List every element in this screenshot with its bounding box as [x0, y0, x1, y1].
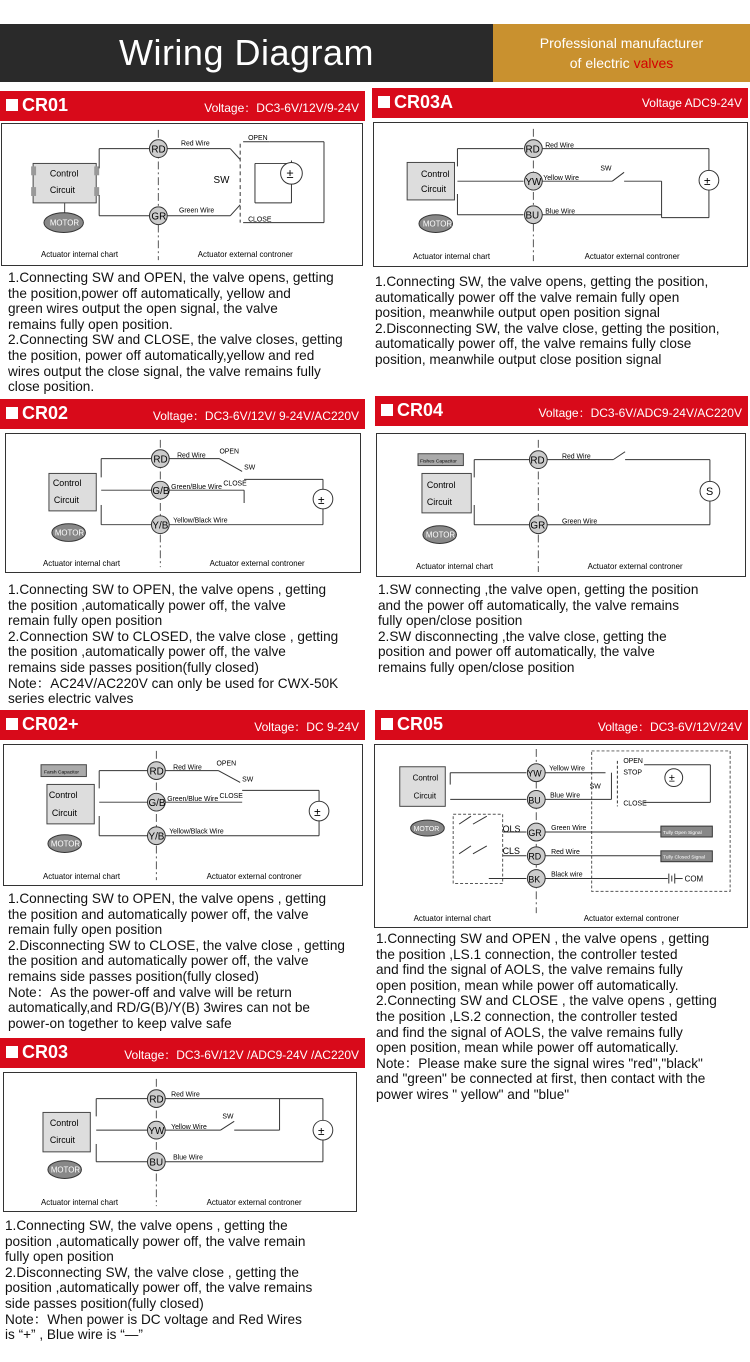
cr04-band [375, 396, 748, 426]
cr02p-line: 1.Connecting SW to OPEN, the valve opens , getting [8, 891, 327, 906]
cr03a-line: position, meanwhile output open position signal [375, 305, 660, 321]
cr02p-line: remain fully open position [8, 922, 163, 938]
cr02p-description [8, 891, 345, 1031]
cr04-line: and the power off automatically, the valve remains [378, 597, 679, 613]
cr04-green-wire-label: Green Wire [561, 518, 598, 526]
cr03a-voltage: Voltage ADC9-24V [641, 96, 742, 110]
cr05-green-wire-label: Green Wire [551, 825, 587, 833]
cr03-note: Note：When power is DC voltage and Red Wires [5, 1311, 302, 1327]
cr02p-motor-label: MOTOR [50, 839, 81, 849]
cr02-note: Note：AC24V/AC220V can only be used for CWX-50K [8, 675, 339, 691]
cr02-greenblue-wire-label: Green/Blue Wire [171, 484, 222, 492]
cr02p-voltage: Voltage：DC 9-24V [254, 720, 359, 734]
tagline-line-1: Professional manufacturer [539, 35, 704, 51]
cr05-open-label: OPEN [623, 757, 643, 765]
page-header [0, 24, 750, 82]
cr01-line: the position,power off automatically, yellow and [8, 285, 291, 301]
cr05-control-label: Control [412, 773, 439, 783]
cr03-sw-label: SW [222, 1113, 234, 1121]
cr03a-name: CR03A [394, 92, 454, 112]
cr05-line: the position ,LS.2 connection, the controller tested [376, 1008, 678, 1024]
cr01-line: wires output the close signal, the valve remains fully [8, 363, 321, 379]
cr02-line: the position ,automatically power off, the valve [8, 597, 286, 613]
cr01-control-label: Control [49, 168, 79, 179]
cr03-band [0, 1038, 365, 1068]
cr03-line: 1.Connecting SW, the valve opens , getting the [5, 1218, 288, 1233]
cr03a-title [378, 92, 453, 113]
cr02p-line: the position and automatically power off, the valve [8, 906, 309, 922]
cr01-open-label: OPEN [248, 134, 268, 142]
cr02p-note: automatically,and RD/G(B)/Y(B) 3wires can not be [8, 1000, 310, 1016]
cr03a-yellow-wire-label: Yellow Wire [543, 175, 579, 183]
cr02-red-wire-label: Red Wire [177, 452, 206, 460]
cr03a-circuit-label: Circuit [420, 184, 447, 195]
cr01-name: CR01 [22, 95, 69, 115]
cr05-red-wire-label: Red Wire [551, 848, 580, 856]
cr02p-band [0, 710, 365, 740]
cr03-diagram [3, 1072, 357, 1212]
cr02-internal-label: Actuator internal chart [43, 559, 121, 569]
cr02-title [6, 403, 68, 424]
cr03a-band [372, 88, 748, 118]
cr04-description [378, 582, 698, 676]
cr05-rd-label: RD [528, 851, 542, 862]
cr05-line: open position, mean while power off automatically. [376, 1040, 679, 1056]
cr03-line: position ,automatically power off, the valve remain [5, 1233, 306, 1249]
cr03-rd-label: RD [149, 1094, 164, 1106]
cr03a-control-label: Control [420, 169, 450, 180]
cr05-note: Note：Please make sure the signal wires "red","black" [376, 1055, 703, 1071]
cr02-note: series electric valves [8, 691, 134, 707]
cr05-line: 2.Connecting SW and CLOSE , the valve opens , getting [376, 993, 717, 1009]
cr05-bk-label: BK [528, 874, 541, 885]
cr03-line: 2.Disconnecting SW, the valve close , getting the [5, 1264, 299, 1280]
cr01-motor-label: MOTOR [49, 218, 80, 228]
cr04-external-label: Actuator external controner [587, 562, 683, 572]
cr03-line: position ,automatically power off, the valve remains [5, 1280, 313, 1296]
cr03-voltage: Voltage：DC3-6V/12V /ADC9-24V /AC220V [124, 1048, 359, 1062]
cr05-name: CR05 [397, 714, 444, 734]
cr05-internal-label: Actuator internal chart [413, 914, 491, 924]
cr04-power-symbol: S [705, 486, 714, 499]
cr02p-note: power-on together to keep valve safe [8, 1015, 232, 1031]
cr03-line: fully open position [5, 1249, 114, 1265]
cr02p-greenblue-wire-label: Green/Blue Wire [167, 796, 219, 804]
cr02-line: remains side passes position(fully closed) [8, 659, 259, 675]
cr05-ols-label: OLS [502, 824, 521, 835]
cr03a-internal-label: Actuator internal chart [413, 252, 491, 262]
cr02p-close-label: CLOSE [219, 793, 243, 801]
cr03a-motor-label: MOTOR [422, 219, 453, 229]
cr04-diagram [376, 433, 746, 577]
cr04-line: remains fully open/close position [378, 659, 575, 675]
cr01-red-wire-label: Red Wire [181, 140, 210, 148]
cr02-open-label: OPEN [219, 448, 239, 456]
tagline-prefix: of electric [569, 55, 634, 71]
cr05-note: power wires " yellow" and "blue" [376, 1086, 570, 1102]
cr04-name: CR04 [397, 400, 444, 420]
cr05-gr-label: GR [528, 828, 542, 838]
cr04-internal-label: Actuator internal chart [416, 562, 494, 572]
cr04-rd-label: RD [530, 455, 545, 467]
cr02p-capacitor-label: Farsh Capacitor [43, 770, 80, 776]
cr05-closed-signal-label: Tully Closed Signal [662, 855, 705, 861]
cr03a-line: 1.Connecting SW, the valve opens, getting the position, [375, 274, 709, 289]
cr04-gr-label: GR [530, 520, 546, 532]
cr02-yellowblack-wire-label: Yellow/Black Wire [173, 517, 228, 525]
cr05-controller-box [589, 751, 730, 891]
cr05-note: and "green" be connected at first, then contact with the [376, 1071, 706, 1087]
cr02p-title [6, 714, 79, 735]
cr02p-wiring-svg [4, 745, 362, 885]
cr02-motor-label: MOTOR [54, 528, 85, 538]
cr02p-circuit-label: Circuit [51, 807, 77, 818]
cr02p-internal-label: Actuator internal chart [42, 872, 121, 882]
cr03-red-wire-label: Red Wire [171, 1091, 200, 1099]
cr05-line: the position ,LS.1 connection, the controller tested [376, 946, 678, 962]
cr02p-rd-label: RD [149, 766, 164, 778]
cr01-rd-label: RD [151, 144, 166, 156]
cr02p-red-wire-label: Red Wire [173, 764, 202, 772]
cr05-circuit-label: Circuit [413, 791, 437, 801]
cr01-diagram [1, 123, 363, 266]
tagline-box [493, 24, 750, 82]
cr02p-name: CR02+ [22, 714, 79, 734]
cr03-circuit-label: Circuit [49, 1134, 75, 1145]
cr02p-external-label: Actuator external controner [206, 872, 302, 882]
cr03a-blue-wire-label: Blue Wire [545, 208, 576, 216]
cr01-line: 2.Connecting SW and CLOSE, the valve closes, getting [8, 332, 343, 348]
cr05-limit-switch-box [453, 814, 502, 883]
cr05-description [376, 931, 717, 1103]
cr03-blue-wire-label: Blue Wire [173, 1154, 203, 1162]
cr02-band [0, 399, 365, 429]
cr02-line: 2.Connection SW to CLOSED, the valve close , getting [8, 628, 339, 644]
cr05-title [381, 714, 443, 735]
cr05-diagram [374, 744, 748, 928]
cr03-description [5, 1218, 312, 1343]
cr02-circuit-label: Circuit [53, 495, 79, 505]
cr05-com-label: COM [684, 874, 704, 884]
cr05-wiring-svg [375, 745, 747, 927]
cr05-blue-wire-label: Blue Wire [550, 792, 581, 800]
cr02-external-label: Actuator external controner [209, 559, 305, 569]
cr05-bu-label: BU [528, 795, 541, 806]
cr02-name: CR02 [22, 403, 69, 423]
cr02p-line: remains side passes position(fully closed) [8, 968, 259, 984]
cr03a-line: automatically power off, the valve remains fully close [375, 336, 692, 352]
cr01-green-wire-label: Green Wire [179, 207, 215, 215]
cr02-line: remain fully open position [8, 613, 163, 629]
cr01-line: close position. [8, 379, 95, 395]
cr05-line: 1.Connecting SW and OPEN , the valve opens , getting [376, 931, 710, 946]
cr02-line: 1.Connecting SW to OPEN, the valve opens , getting [8, 582, 327, 597]
cr01-line: 1.Connecting SW and OPEN, the valve opens, getting [8, 270, 334, 285]
cr02p-gb-label: G/B [148, 798, 166, 810]
cr03a-yw-label: YW [525, 177, 542, 189]
cr02-power-symbol: ± [318, 492, 325, 507]
page-title: Wiring Diagram [118, 32, 375, 73]
cr04-line: position and power off automatically, the valve [378, 644, 655, 660]
cr05-external-label: Actuator external controner [583, 914, 680, 924]
cr04-circuit-label: Circuit [426, 497, 452, 507]
cr03a-wiring-svg [374, 123, 747, 266]
cr01-band [0, 91, 365, 121]
cr03a-sw-label: SW [600, 165, 612, 173]
cr04-capacitor-label: Fishes Capacitor [419, 459, 457, 465]
cr03a-line: automatically power off the valve remain fully open [375, 289, 680, 305]
cr02p-yellowblack-wire-label: Yellow/Black Wire [169, 828, 224, 836]
cr01-external-label: Actuator external controner [197, 250, 293, 260]
cr04-line: 2.SW disconnecting ,the valve close, getting the [378, 628, 667, 644]
cr05-yellow-wire-label: Yellow Wire [549, 765, 585, 773]
cr01-line: remains fully open position. [8, 316, 173, 332]
cr03a-line: 2.Disconnecting SW, the valve close, getting the position, [375, 320, 720, 336]
cr04-motor-label: MOTOR [425, 530, 456, 540]
cr03-motor-label: MOTOR [50, 1165, 81, 1175]
cr05-stop-label: STOP [623, 769, 643, 777]
cr03-line: side passes position(fully closed) [5, 1295, 204, 1311]
cr02p-sw-label: SW [242, 776, 254, 784]
cr02-diagram [5, 433, 361, 573]
cr04-wiring-svg [377, 434, 745, 576]
cr05-black-wire-label: Black wire [551, 871, 583, 879]
cr02-close-label: CLOSE [223, 480, 247, 488]
cr03-external-label: Actuator external controner [206, 1198, 302, 1208]
cr02-yb-label: Y/B [152, 520, 169, 532]
cr04-control-label: Control [426, 480, 456, 491]
cr03a-external-label: Actuator external controner [584, 252, 680, 262]
cr05-voltage: Voltage：DC3-6V/12V/24V [597, 720, 742, 734]
tagline-accent: valves [633, 55, 674, 71]
cr03a-bu-label: BU [525, 210, 540, 222]
cr05-open-signal-label: Tully Open Signal [662, 831, 702, 837]
cr05-close-label: CLOSE [623, 800, 647, 808]
cr03a-red-wire-label: Red Wire [545, 142, 574, 150]
cr02p-line: the position and automatically power off, the valve [8, 953, 309, 969]
cr01-description [8, 270, 343, 395]
cr05-sw-label: SW [589, 783, 601, 791]
cr03a-description [375, 274, 720, 368]
cr03-yw-label: YW [148, 1126, 165, 1138]
cr05-line: open position, mean while power off automatically. [376, 977, 679, 993]
cr05-band [375, 710, 748, 740]
cr02-rd-label: RD [153, 454, 168, 466]
cr02p-note: Note：As the power-off and valve will be return [8, 984, 292, 1000]
cr02p-yb-label: Y/B [148, 831, 165, 843]
cr05-line: and find the signal of AOLS, the valve remains fully [376, 962, 683, 978]
cr03a-rd-label: RD [525, 144, 540, 156]
cr01-title [6, 95, 68, 116]
cr05-motor-label: MOTOR [413, 826, 440, 834]
cr05-line: and find the signal of AOLS, the valve remains fully [376, 1024, 683, 1040]
cr03-control-label: Control [49, 1118, 79, 1129]
cr01-gr-label: GR [151, 211, 167, 223]
cr04-red-wire-label: Red Wire [561, 453, 591, 461]
cr02-wiring-svg [6, 434, 360, 572]
cr04-line: 1.SW connecting ,the valve open, getting the position [378, 582, 699, 597]
cr03a-diagram [373, 122, 748, 267]
cr02-description [8, 582, 338, 707]
cr02-line: the position ,automatically power off, the valve [8, 644, 286, 660]
cr05-yw-label: YW [527, 768, 542, 779]
cr01-wiring-svg [2, 124, 362, 265]
cr01-power-symbol: ± [286, 166, 294, 182]
cr01-line: the position, power off automatically,yellow and red [8, 347, 315, 363]
cr03-yellow-wire-label: Yellow Wire [171, 1124, 207, 1132]
cr02-sw-label: SW [244, 464, 256, 472]
cr03a-line: position, meanwhile output close position signal [375, 351, 662, 367]
cr04-line: fully open/close position [378, 613, 523, 629]
cr01-sw-label: SW [213, 175, 230, 187]
cr04-title [381, 400, 443, 421]
cr02p-diagram [3, 744, 363, 886]
cr03-internal-label: Actuator internal chart [41, 1198, 119, 1208]
cr03-wiring-svg [4, 1073, 356, 1211]
cr02-gb-label: G/B [152, 486, 170, 498]
cr01-circuit-label: Circuit [49, 185, 75, 196]
cr02-voltage: Voltage：DC3-6V/12V/ 9-24V/AC220V [152, 409, 359, 423]
cr02p-line: 2.Disconnecting SW to CLOSE, the valve close , getting [8, 937, 345, 953]
cr02p-power-symbol: ± [314, 804, 321, 819]
cr01-close-label: CLOSE [248, 216, 272, 224]
cr03-note: is “+” , Blue wire is “—” [5, 1327, 143, 1343]
cr02p-control-label: Control [48, 790, 78, 801]
cr03a-power-symbol: ± [703, 174, 711, 189]
tagline-line-2 [493, 53, 750, 73]
cr05-power-symbol: ± [668, 772, 675, 785]
cr02-control-label: Control [52, 478, 82, 489]
cr01-voltage: Voltage：DC3-6V/12V/9-24V [204, 101, 359, 115]
cr05-cls-label: CLS [502, 845, 520, 856]
cr04-voltage: Voltage：DC3-6V/ADC9-24V/AC220V [538, 406, 742, 420]
cr02p-open-label: OPEN [216, 760, 237, 768]
cr01-internal-label: Actuator internal chart [41, 250, 119, 260]
cr01-line: green wires output the open signal, the valve [8, 301, 278, 317]
cr03-power-symbol: ± [317, 1124, 325, 1139]
cr03-title [6, 1042, 68, 1063]
cr03-bu-label: BU [149, 1157, 164, 1169]
cr03-name: CR03 [22, 1042, 69, 1062]
